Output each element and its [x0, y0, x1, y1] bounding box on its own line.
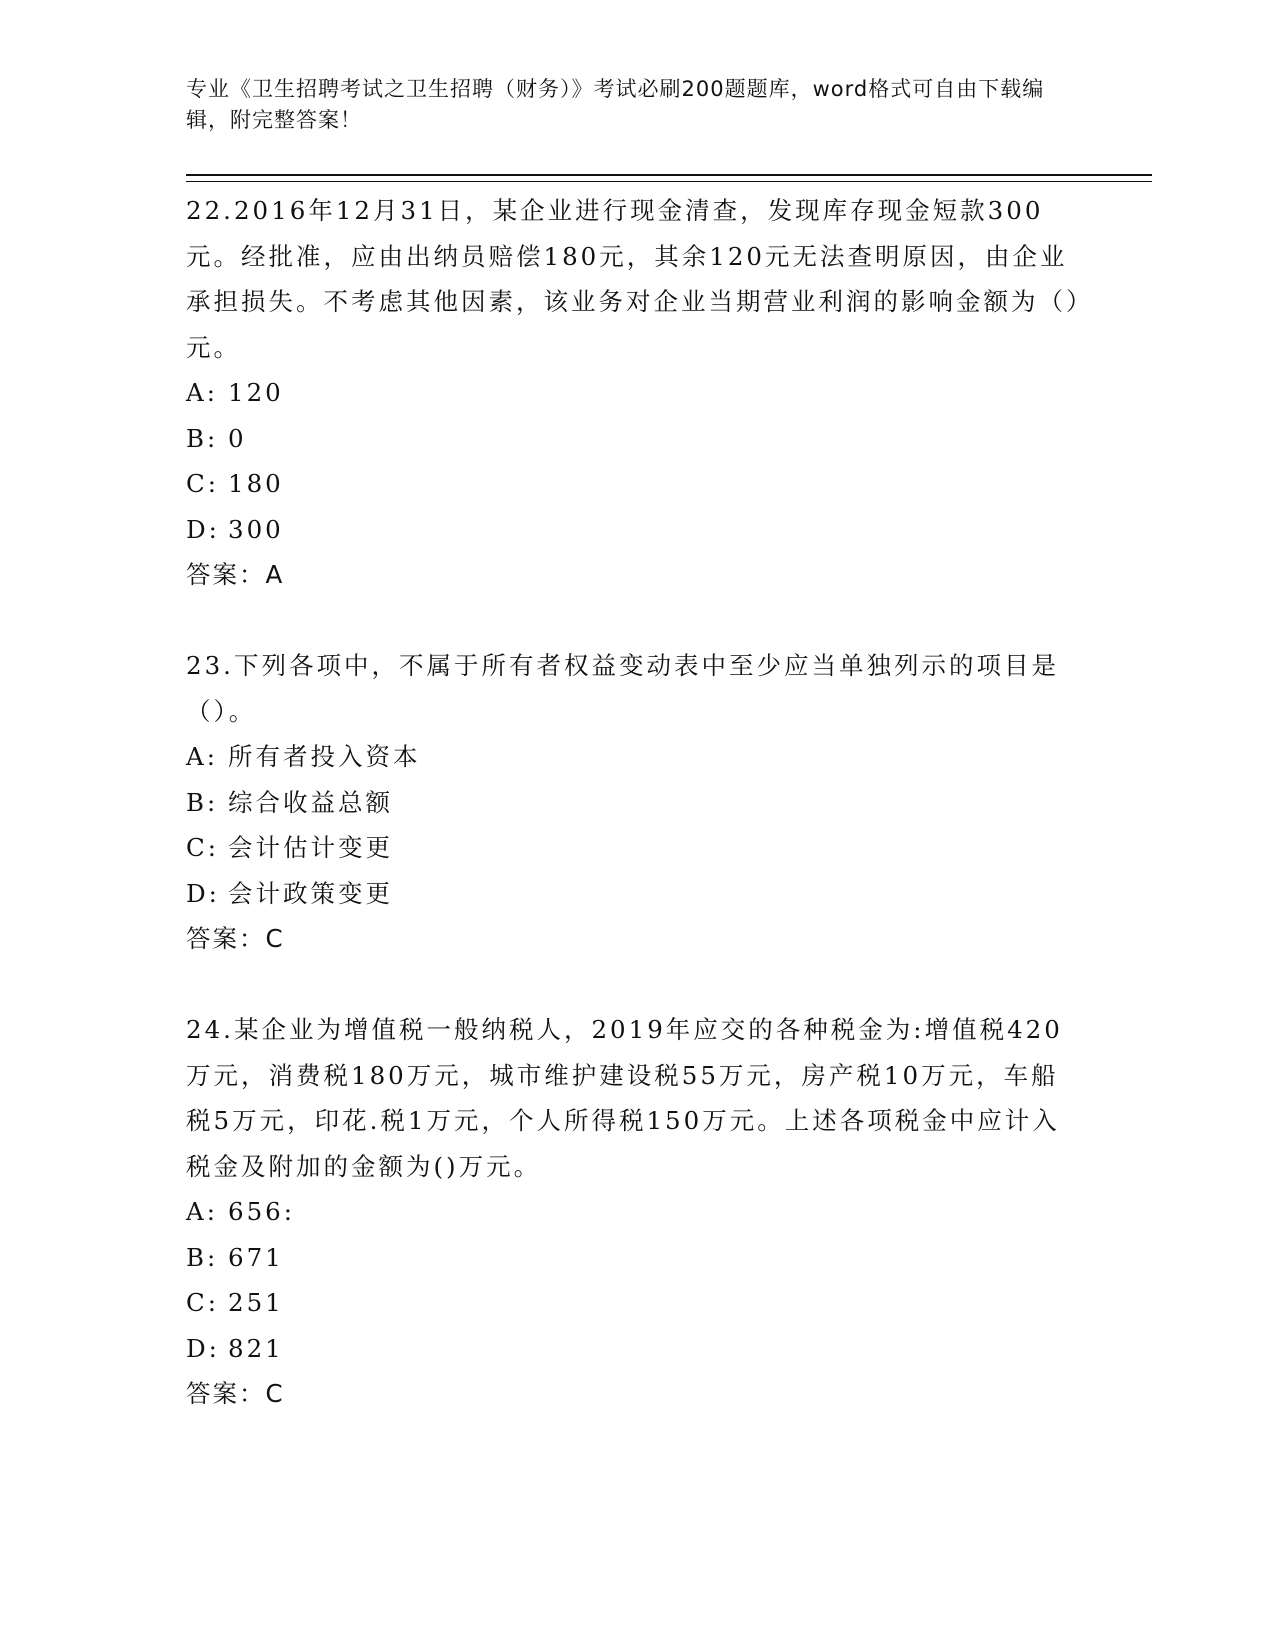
option-letter: B:: [186, 1242, 219, 1272]
option-text: 综合收益总额: [228, 787, 393, 817]
option-letter: C:: [186, 469, 220, 498]
option-a: [186, 734, 1086, 780]
option-text: 120: [228, 378, 284, 407]
option-d: [186, 507, 1086, 553]
header-rule-thick: [186, 174, 1152, 176]
question-spacer: [186, 598, 1086, 644]
option-text: 251: [228, 1288, 284, 1317]
option-text: 0: [228, 423, 247, 453]
option-text: 300: [228, 514, 284, 544]
option-letter: C:: [186, 1288, 220, 1317]
option-letter: D:: [186, 878, 220, 908]
option-b: [186, 1235, 1086, 1281]
option-text: 会计估计变更: [228, 833, 393, 862]
option-a: [186, 370, 1086, 416]
option-text: 180: [228, 469, 284, 498]
option-b: [186, 780, 1086, 826]
option-letter: B:: [186, 787, 219, 817]
option-c: [186, 1280, 1086, 1326]
header-rule-thin: [186, 181, 1152, 182]
question-text: 23.下列各项中，不属于所有者权益变动表中至少应当单独列示的项目是（）。: [186, 651, 1059, 726]
option-b: [186, 416, 1086, 462]
option-letter: D:: [186, 1333, 220, 1363]
question-text: 22.2016年12月31日，某企业进行现金清查，发现库存现金短款300元。经批准，应由出纳员赔偿180元，其余120元无法查明原因，由企业承担损失。不考虑其他因素，该业务对企业当期营业利润的影响金额为（）元。: [186, 196, 1082, 362]
document-header: 专业《卫生招聘考试之卫生招聘（财务）》考试必刷200题题库，word格式可自由下载编辑，附完整答案！: [186, 77, 1045, 132]
option-c: [186, 825, 1086, 871]
question-24: [186, 1007, 1086, 1417]
answer-line: 答案：A: [186, 560, 285, 589]
option-c: [186, 461, 1086, 507]
option-a: [186, 1189, 1086, 1235]
question-23: [186, 643, 1086, 962]
option-text: 会计政策变更: [228, 878, 393, 908]
option-text: 821: [228, 1333, 284, 1363]
option-letter: A:: [186, 1197, 218, 1226]
option-letter: C:: [186, 833, 220, 862]
option-text: 671: [228, 1242, 284, 1272]
question-text: 24.某企业为增值税一般纳税人，2019年应交的各种税金为:增值税420万元，消费税180万元，城市维护建设税55万元，房产税10万元，车船税5万元，印花.税1万元，个人所得税150万元。上述各项税金中应计入税金及附加的金额为()万元。: [186, 1015, 1063, 1181]
question-22: [186, 188, 1086, 598]
option-letter: A:: [186, 378, 218, 407]
answer-line: 答案：C: [186, 1379, 285, 1408]
option-letter: D:: [186, 514, 220, 544]
answer-line: 答案：C: [186, 924, 285, 953]
question-list: [186, 188, 1086, 1417]
option-d: [186, 1326, 1086, 1372]
option-text: 656:: [228, 1197, 296, 1226]
option-letter: B:: [186, 423, 219, 453]
option-text: 所有者投入资本: [228, 742, 421, 771]
option-d: [186, 871, 1086, 917]
option-letter: A:: [186, 742, 218, 771]
question-spacer: [186, 962, 1086, 1008]
